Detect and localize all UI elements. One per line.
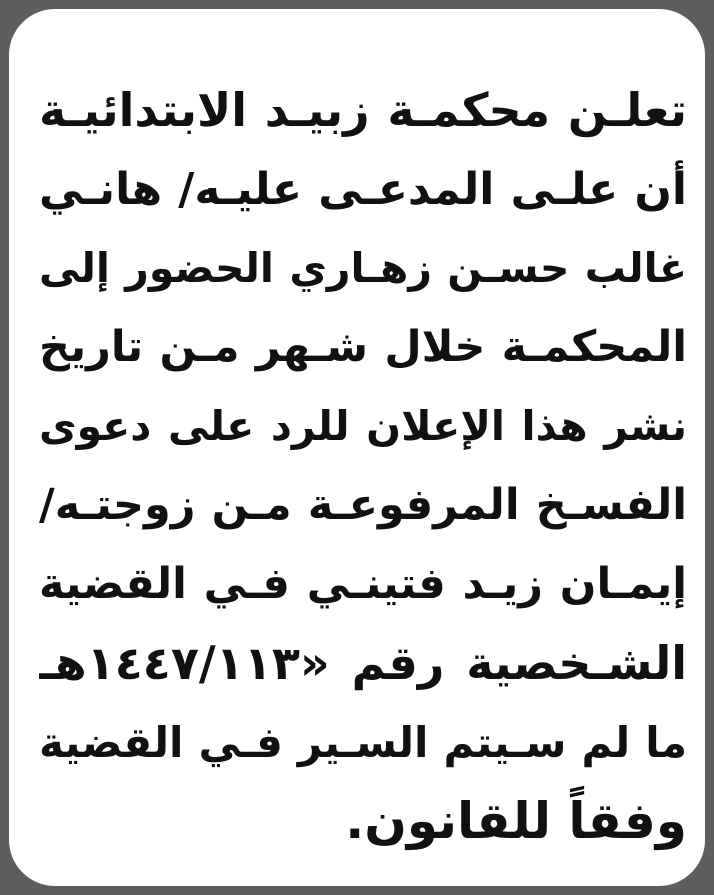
notice-line-8: الشـخصية رقم «١٤٤٧/١١٣هـ (39, 636, 687, 690)
notice-line-10: وفقاً للقانون. (345, 792, 687, 850)
notice-card (9, 9, 705, 886)
notice-line-7: إيمـان زيـد فتينـي فـي القضية (39, 559, 687, 609)
notice-line-2: أن علـى المدعـى عليـه/ هانـي (39, 164, 687, 215)
notice-line-6: الفسـخ المرفوعـة مـن زوجتـه/ (39, 480, 687, 530)
notice-line-5: نشر هذا الإعلان للرد على دعوى (39, 402, 687, 450)
notice-line-3: غالب حسـن زهـاري الحضور إلى (39, 244, 687, 292)
notice-line-4: المحكمـة خلال شـهر مـن تاريخ (39, 322, 687, 372)
notice-line-9: ما لم سـيتم السـير فـي القضية (39, 718, 687, 767)
notice-line-1: تعلـن محكمـة زبيـد الابتدائيـة (39, 83, 687, 137)
court-notice-text (39, 71, 687, 861)
